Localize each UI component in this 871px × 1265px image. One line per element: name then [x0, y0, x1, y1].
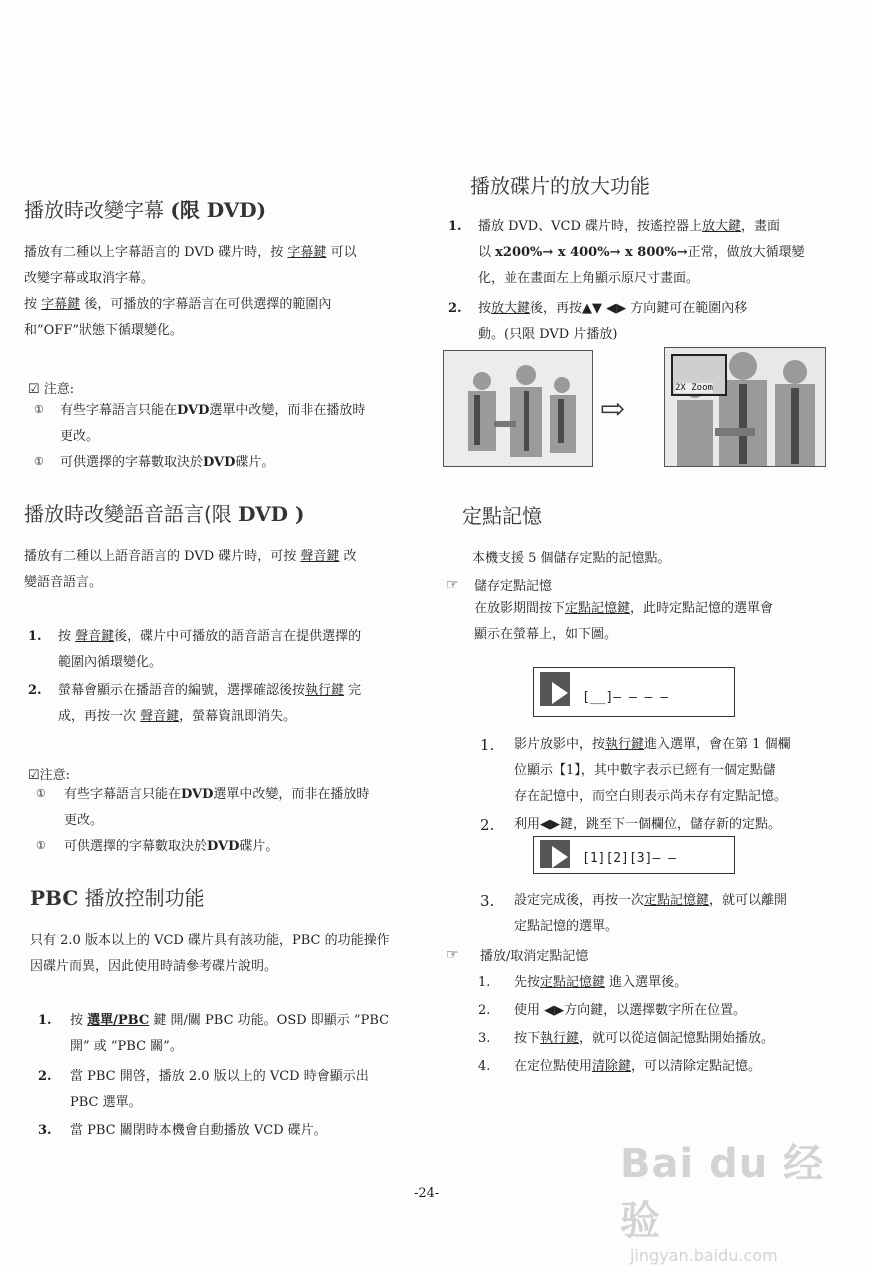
pbc-paragraph: 只有 2.0 版本以上的 VCD 碟片具有該功能，PBC 的功能操作 因碟片而異，因此使用時請參考碟片說明。	[30, 933, 390, 974]
subtitle-notes	[30, 398, 420, 476]
audio-steps	[24, 624, 424, 732]
play-icon	[540, 672, 570, 706]
list-item: 1. 播放 DVD、VCD 碟片時，按遙控器上放大鍵，畫面 以 x200%→ x 400%→ x 800%→正常，做放大循環變 化，並在畫面左上角顯示原尺寸畫面。	[448, 219, 805, 286]
play-bookmark-title: 播放/取消定點記憶	[480, 949, 589, 964]
list-item: 3. 按下執行鍵，就可以從這個記憶點開始播放。	[478, 1031, 775, 1046]
list-item: 3. 當 PBC 關閉時本機會自動播放 VCD 碟片。	[38, 1123, 327, 1138]
audio-notes	[32, 782, 422, 860]
subtitle-note-label: ☑ 注意:	[28, 382, 75, 397]
store-bookmark-paragraph: 在放影期間按下定點記憶鍵，此時定點記憶的選單會 顯示在螢幕上，如下圖。	[474, 601, 774, 642]
audio-paragraph: 播放有二種以上語音語言的 DVD 碟片時，可按 聲音鍵 改 變語音語言。	[24, 549, 357, 590]
list-item: 1. 按 選單/PBC 鍵 開/關 PBC 功能。OSD 即顯示 ”PBC 開” 或 ”PBC 關”。	[38, 1013, 390, 1054]
play-bookmark-steps	[478, 970, 838, 1082]
osd-slots: [1][2][3]— —	[582, 851, 676, 866]
list-item: 2. 當 PBC 開啓，播放 2.0 版以上的 VCD 時會顯示出 PBC 選單。	[38, 1069, 369, 1110]
note-item: ① 有些字幕語言只能在DVD選單中改變，而非在播放時 更改。	[36, 787, 370, 828]
zoom-section-title: 播放碟片的放大功能	[470, 174, 650, 198]
list-item: 2. 利用◀▶鍵，跳至下一個欄位，儲存新的定點。	[480, 816, 781, 834]
audio-section-title: 播放時改變語音語言(限 DVD )	[24, 502, 305, 526]
pbc-section-title: PBC 播放控制功能	[30, 886, 205, 910]
subtitle-key: 字幕鍵	[41, 297, 81, 312]
subtitle-section-title: 播放時改變字幕 (限 DVD)	[24, 198, 267, 222]
bookmark-osd-empty	[533, 667, 735, 717]
normal-view-photo	[443, 350, 593, 467]
subtitle-key: 字幕鍵	[287, 245, 327, 260]
watermark-url: jingyan.baidu.com	[630, 1246, 778, 1265]
arrow-icon: ⇨	[600, 392, 626, 427]
list-item: 1. 按 聲音鍵後，碟片中可播放的語音語言在提供選擇的 範圍內循環變化。	[28, 629, 362, 670]
watermark-brand: Bai du 经验	[620, 1141, 825, 1244]
list-item: 2. 使用 ◀▶方向鍵，以選擇數字所在位置。	[478, 1003, 747, 1018]
list-item: 1. 先按定點記憶鍵 進入選單後。	[478, 975, 688, 990]
play-icon	[540, 840, 570, 868]
bookmark-osd-filled	[533, 836, 735, 874]
zoom-inset	[671, 354, 727, 396]
bookmark-intro: 本機支援 5 個儲存定點的記憶點。	[472, 551, 671, 566]
page-number: -24-	[414, 1186, 440, 1201]
store-bookmark-title: 儲存定點記憶	[474, 579, 553, 594]
zoomed-view-photo	[664, 347, 826, 467]
bookmark-steps	[480, 732, 840, 838]
list-item: 2. 螢幕會顯示在播語音的編號，選擇確認後按執行鍵 完 成，再按一次 聲音鍵，螢幕資訊即消失。	[28, 683, 362, 724]
list-item: 2. 按放大鍵後，再按▲▼ ◀▶ 方向鍵可在範圍內移 動。(只限 DVD 片播放)	[448, 301, 748, 342]
audio-note-label: ☑注意:	[28, 768, 71, 783]
list-item: 3. 設定完成後，再按一次定點記憶鍵，就可以離開 定點記憶的選單。	[480, 892, 788, 934]
watermark	[620, 1132, 840, 1265]
bookmark-section-title: 定點記憶	[462, 504, 542, 528]
zoom-label: 2X Zoom	[675, 383, 713, 393]
zoom-steps	[444, 214, 844, 348]
note-item: ① 可供選擇的字幕數取決於DVD碟片。	[36, 839, 279, 854]
hand-pointer-icon: ☞	[446, 947, 459, 963]
osd-slots: [__]— — — —	[582, 690, 669, 705]
subtitle-paragraph-2: 按 字幕鍵 後，可播放的字幕語言在可供選擇的範圍內 和”OFF”狀態下循環變化。	[24, 297, 332, 338]
hand-pointer-icon: ☞	[446, 577, 459, 593]
audio-key: 聲音鍵	[300, 549, 340, 564]
subtitle-paragraph-1: 播放有二種以上字幕語言的 DVD 碟片時，按 字幕鍵 可以 改變字幕或取消字幕。	[24, 245, 357, 286]
note-item: ① 有些字幕語言只能在DVD選單中改變，而非在播放時 更改。	[34, 403, 366, 444]
note-item: ① 可供選擇的字幕數取決於DVD碟片。	[34, 455, 275, 470]
list-item: 4. 在定位點使用清除鍵，可以清除定點記憶。	[478, 1059, 762, 1074]
list-item: 1. 影片放影中，按執行鍵進入選單，會在第 1 個欄 位顯示【1】，其中數字表示已經有一個定點儲 存在記憶中，而空白則表示尚未存有定點記憶。	[480, 736, 791, 804]
pbc-steps	[30, 1008, 430, 1144]
